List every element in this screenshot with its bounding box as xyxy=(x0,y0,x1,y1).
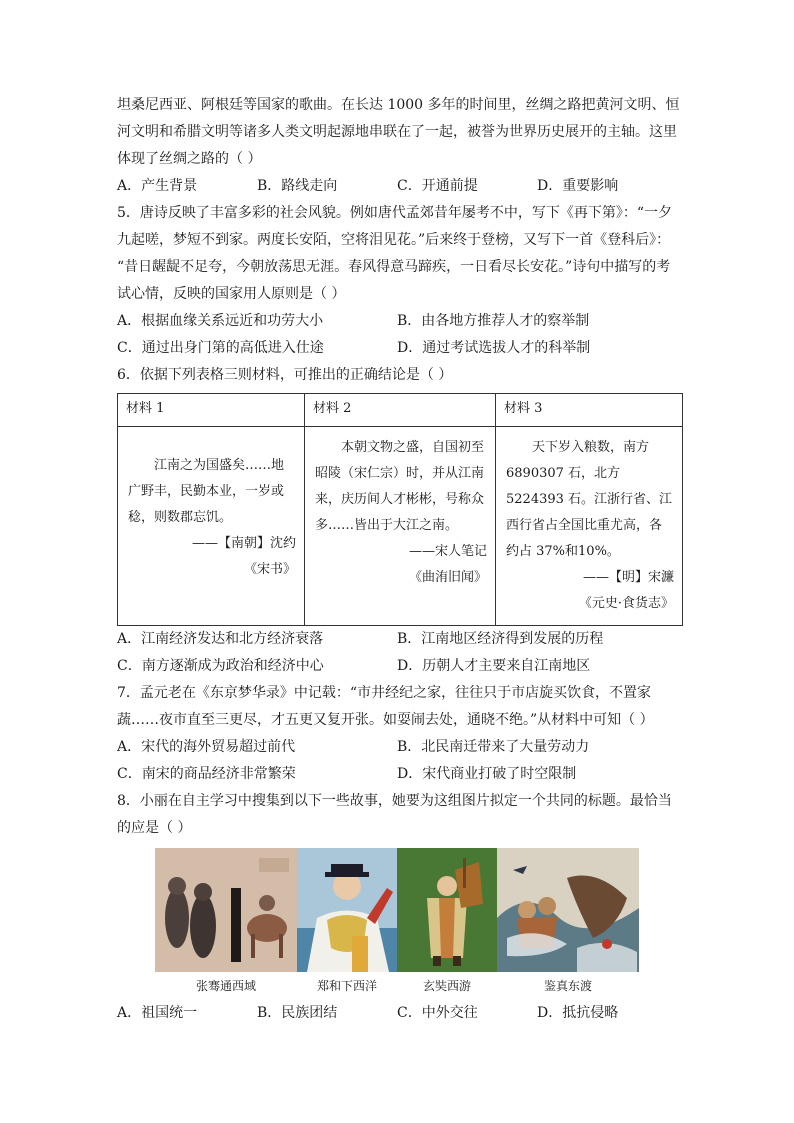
q5-option-a[interactable]: A．根据血缘关系远近和功劳大小 xyxy=(117,313,324,329)
q4-options xyxy=(117,173,683,200)
caption-zhang-qian: 张骞通西域 xyxy=(195,979,256,993)
q8-option-c[interactable]: C．中外交往 xyxy=(397,1005,478,1021)
q6-options-row-1 xyxy=(117,626,683,653)
q5-option-b[interactable]: B．由各地方推荐人才的察举制 xyxy=(397,313,590,329)
material-1-cell xyxy=(118,427,305,626)
q6-materials-table xyxy=(117,393,683,626)
q4-line-2: 河文明和希腊文明等诸多人类文明起源地串联在了一起，被誉为世界历史展开的主轴。这里 xyxy=(117,124,677,140)
q7-option-b[interactable]: B．北民南迁带来了大量劳动力 xyxy=(397,739,590,755)
exam-page xyxy=(117,92,683,1027)
caption-xuanzang: 玄奘西游 xyxy=(422,979,471,993)
q6-option-d[interactable]: D．历朝人才主要来自江南地区 xyxy=(397,658,591,674)
xuanzang-image xyxy=(397,848,497,972)
caption-zheng-he: 郑和下西洋 xyxy=(316,979,377,993)
q6-option-b[interactable]: B．江南地区经济得到发展的历程 xyxy=(397,631,604,647)
q4-line-1: 坦桑尼西亚、阿根廷等国家的歌曲。在长达 1000 多年的时间里，丝绸之路把黄河文明、恒 xyxy=(117,97,680,113)
material-3-book: 《元史·食货志》 xyxy=(578,596,674,611)
q8-image-strip xyxy=(155,848,683,972)
q8-options xyxy=(117,1000,683,1027)
q6-option-c[interactable]: C．南方逐渐成为政治和经济中心 xyxy=(117,658,324,674)
q5-option-d[interactable]: D．通过考试选拔人才的科举制 xyxy=(397,340,591,356)
material-1-text: 江南之为国盛矣……地广野丰，民勤本业，一岁或稔，则数郡忘饥。 xyxy=(128,458,285,525)
q7-option-a[interactable]: A．宋代的海外贸易超过前代 xyxy=(117,739,296,755)
table-header-1: 材料 1 xyxy=(118,394,305,427)
q4-line-3: 体现了丝绸之路的（ ） xyxy=(117,151,262,167)
q6-option-a[interactable]: A．江南经济发达和北方经济衰落 xyxy=(117,631,324,647)
q7-option-c[interactable]: C．南宋的商品经济非常繁荣 xyxy=(117,766,296,782)
material-1-source: ——【南朝】沈约 xyxy=(191,536,296,551)
q5-line-4: 试心情，反映的国家用人原则是（ ） xyxy=(117,286,346,302)
q7-line-1: 7．孟元老在《东京梦华录》中记载：“市井经纪之家，往往只于市店旋买饮食，不置家 xyxy=(117,685,652,701)
q8-line-1: 8．小丽在自主学习中搜集到以下一些故事，她要为这组图片拟定一个共同的标题。最恰当 xyxy=(117,793,672,809)
q4-option-c[interactable]: C．开通前提 xyxy=(397,178,478,194)
table-header-3: 材料 3 xyxy=(496,394,683,427)
q8-option-b[interactable]: B．民族团结 xyxy=(257,1005,338,1021)
q8-captions xyxy=(155,972,683,1000)
material-3-text: 天下岁入粮数，南方 6890307 石，北方 5224393 石。江浙行省、江西行省占全国比重尤高，各约占 37%和10%。 xyxy=(506,440,673,559)
q5-options-row-1 xyxy=(117,308,683,335)
q7-options-row-1 xyxy=(117,734,683,761)
material-3-source: ——【明】宋濂 xyxy=(582,570,674,585)
material-2-cell xyxy=(305,427,496,626)
jianzhen-voyage-image xyxy=(497,848,639,972)
q5-line-2: 九起嗟，梦短不到家。两度长安陌，空将泪见花。”后来终于登榜，又写下一首《登科后》： xyxy=(117,232,671,248)
q7-options-row-2 xyxy=(117,761,683,788)
caption-jianzhen: 鉴真东渡 xyxy=(543,979,592,993)
q4-option-a[interactable]: A．产生背景 xyxy=(117,178,198,194)
q6-stem: 6．依据下列表格三则材料，可推出的正确结论是（ ） xyxy=(117,367,453,383)
q6-options-row-2 xyxy=(117,653,683,680)
q5-line-1: 5．唐诗反映了丰富多彩的社会风貌。例如唐代孟郊昔年屡考不中，写下《再下第》：“一夕 xyxy=(117,205,673,221)
q8-line-2: 的应是（ ） xyxy=(117,820,192,836)
zheng-he-portrait-image xyxy=(297,848,397,972)
zhang-qian-mural-image xyxy=(155,848,297,972)
q8-option-a[interactable]: A．祖国统一 xyxy=(117,1005,198,1021)
material-3-cell xyxy=(496,427,683,626)
q5-option-c[interactable]: C．通过出身门第的高低进入仕途 xyxy=(117,340,324,356)
q5-options-row-2 xyxy=(117,335,683,362)
material-2-text: 本朝文物之盛，自国初至昭陵（宋仁宗）时，并从江南来，庆历间人才彬彬，号称众多……皆出于大江之南。 xyxy=(315,440,485,533)
q5-line-3: “昔日龌龊不足夸，今朝放荡思无涯。春风得意马蹄疾，一日看尽长安花。”诗句中描写的考 xyxy=(117,259,671,275)
q4-option-b[interactable]: B．路线走向 xyxy=(257,178,338,194)
material-2-book: 《曲洧旧闻》 xyxy=(408,570,487,585)
q8-option-d[interactable]: D．抵抗侵略 xyxy=(537,1005,619,1021)
q7-line-2: 蔬……夜市直至三更尽，才五更又复开张。如耍闹去处，通晓不绝。”从材料中可知（ ） xyxy=(117,712,654,728)
q4-option-d[interactable]: D．重要影响 xyxy=(537,178,619,194)
material-2-source: ——宋人笔记 xyxy=(408,544,487,559)
material-1-book: 《宋书》 xyxy=(243,562,296,577)
table-header-2: 材料 2 xyxy=(305,394,496,427)
q7-option-d[interactable]: D．宋代商业打破了时空限制 xyxy=(397,766,577,782)
